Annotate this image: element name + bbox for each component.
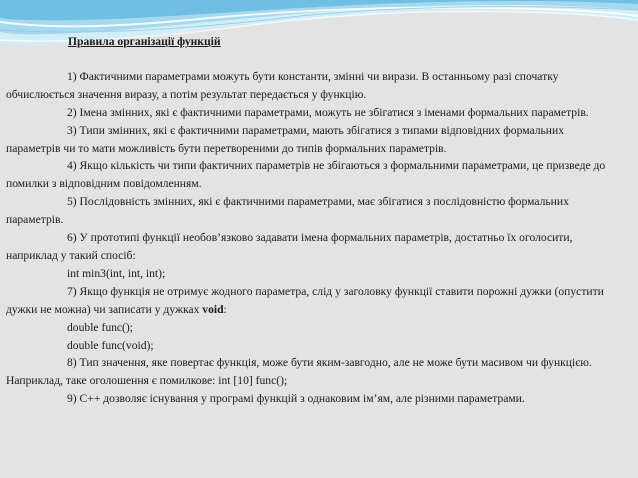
rule-item-2: 2) Імена змінних, які є фактичними параметрами, можуть не збігатися з іменами формальних параметрів. (67, 105, 589, 119)
slide-content (6, 33, 618, 408)
rule-item-5: 5) Послідовність змінних, які є фактичними параметрами, має збігатися з послідовністю формальних параметрів. (6, 195, 569, 227)
slide-title: Правила організації функцій (68, 35, 221, 48)
rule-item-8: 8) Тип значення, яке повертає функція, може бути яким-завгодно, але не може бути масивом чи функцією. Наприклад, таке оголошення є помилкове: int [10] func(); (6, 356, 592, 388)
rule-item-7 (6, 283, 618, 319)
code-func-empty: double func(); (67, 320, 133, 334)
rule-item-7-colon: : (223, 302, 227, 316)
rule-item-1: 1) Фактичними параметрами можуть бути константи, змінні чи вирази. В останньому разі спочатку обчислюється значення виразу, а потім результат передається у функцію. (6, 69, 559, 101)
rule-item-6: 6) У прототипі функції необов’язково задавати імена формальних параметрів, достатньо їх оголосити, наприклад у такий спосіб: (6, 231, 573, 262)
rule-item-7-text: 7) Якщо функція не отримує жодного параметра, слід у заголовку функції ставити порожні дужки (опустити дужки не можна) чи записати у дужках (6, 284, 604, 316)
rule-item-9: 9) С++ дозволяє існування у програмі функцій з однаковим ім’ям, але різними параметрами. (67, 392, 525, 406)
rule-item-4: 4) Якщо кількість чи типи фактичних параметрів не збігаються з формальними параметрами, це призведе до помилки з відповідним повідомленням. (6, 159, 606, 191)
code-func-void: double func(void); (67, 338, 154, 352)
code-prototype-example: int min3(int, int, int); (67, 266, 166, 280)
rule-item-3: 3) Типи змінних, які є фактичними параметрами, мають збігатися з типами відповідних формальних параметрів чи то мати можливість бути перетвореними до типів формальних параметрів. (6, 123, 565, 155)
void-keyword: void (202, 302, 224, 316)
